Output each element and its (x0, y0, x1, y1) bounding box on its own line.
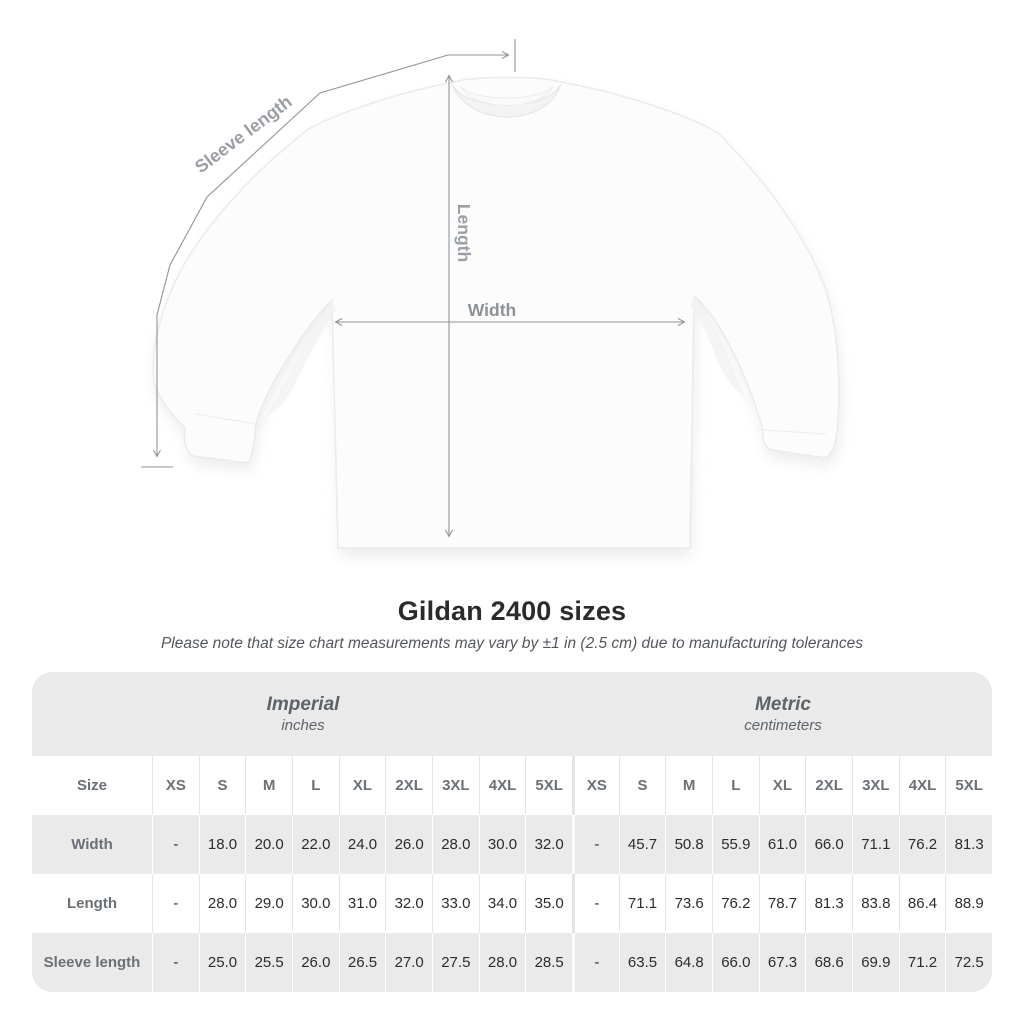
table-row-sleeve-length (32, 933, 992, 992)
measurement-value: 27.5 (432, 933, 479, 992)
size-table-rows (32, 756, 992, 992)
size-header-row (32, 756, 992, 815)
measurement-value: 72.5 (945, 933, 992, 992)
size-col-4xl-metric: 4XL (899, 756, 946, 815)
length-label: Length (454, 203, 474, 263)
measurement-value: 83.8 (852, 874, 899, 933)
row-label: Length (67, 895, 117, 912)
measurement-value: 34.0 (479, 874, 526, 933)
measurement-value: - (572, 933, 619, 992)
table-row-length (32, 874, 992, 933)
measurement-value: 29.0 (245, 874, 292, 933)
imperial-sublabel: inches (281, 716, 325, 734)
measurement-value: 71.2 (899, 933, 946, 992)
measurement-value: 78.7 (759, 874, 806, 933)
measurement-value: 30.0 (292, 874, 339, 933)
measurement-value: - (572, 815, 619, 874)
measurement-value: 27.0 (385, 933, 432, 992)
size-col-s-imperial: S (199, 756, 246, 815)
table-row-width (32, 815, 992, 874)
measurement-value: - (152, 933, 199, 992)
measurement-value: 33.0 (432, 874, 479, 933)
page-subtitle: Please note that size chart measurements may vary by ±1 in (2.5 cm) due to manufacturing tolerances (160, 635, 864, 652)
size-col-3xl-metric: 3XL (852, 756, 899, 815)
measurement-value: 81.3 (945, 815, 992, 874)
size-col-s-metric: S (619, 756, 666, 815)
metric-header (574, 672, 992, 756)
size-table (32, 672, 992, 992)
row-label: Width (71, 836, 113, 853)
size-col-l-metric: L (712, 756, 759, 815)
measurement-value: 26.5 (339, 933, 386, 992)
unit-header-band (32, 672, 992, 756)
size-col-2xl-imperial: 2XL (385, 756, 432, 815)
size-col-m-metric: M (665, 756, 712, 815)
measurement-value: 71.1 (852, 815, 899, 874)
measurement-value: 32.0 (525, 815, 572, 874)
size-col-m-imperial: M (245, 756, 292, 815)
measurement-value: 18.0 (199, 815, 246, 874)
measurement-value: 55.9 (712, 815, 759, 874)
width-label: Width (467, 300, 517, 320)
measurement-value: 86.4 (899, 874, 946, 933)
imperial-label: Imperial (266, 693, 340, 715)
measurement-value: - (572, 874, 619, 933)
size-col-xl-imperial: XL (339, 756, 386, 815)
measurement-value: 28.0 (432, 815, 479, 874)
size-col-xs-metric: XS (572, 756, 619, 815)
measurement-value: 30.0 (479, 815, 526, 874)
measurement-value: 81.3 (805, 874, 852, 933)
measurement-value: 67.3 (759, 933, 806, 992)
metric-sublabel: centimeters (744, 716, 822, 734)
measurement-value: 88.9 (945, 874, 992, 933)
measurement-value: 45.7 (619, 815, 666, 874)
measurement-value: 71.1 (619, 874, 666, 933)
size-col-3xl-imperial: 3XL (432, 756, 479, 815)
measurement-value: 66.0 (712, 933, 759, 992)
row-label: Sleeve length (43, 954, 141, 971)
measurement-value: 76.2 (899, 815, 946, 874)
size-col-4xl-imperial: 4XL (479, 756, 526, 815)
measurement-value: 24.0 (339, 815, 386, 874)
measurement-value: 28.5 (525, 933, 572, 992)
size-header-label: Size (76, 777, 107, 794)
measurement-value: 61.0 (759, 815, 806, 874)
measurement-value: 66.0 (805, 815, 852, 874)
metric-label: Metric (755, 693, 811, 715)
measurement-value: 28.0 (199, 874, 246, 933)
measurement-value: 50.8 (665, 815, 712, 874)
size-col-5xl-imperial: 5XL (525, 756, 572, 815)
measurement-value: 68.6 (805, 933, 852, 992)
measurement-value: 20.0 (245, 815, 292, 874)
size-col-l-imperial: L (292, 756, 339, 815)
size-col-xs-imperial: XS (152, 756, 199, 815)
measurement-value: - (152, 874, 199, 933)
measurement-value: 76.2 (712, 874, 759, 933)
measurement-value: 25.5 (245, 933, 292, 992)
page-title: Gildan 2400 sizes (397, 596, 627, 626)
measurement-value: 69.9 (852, 933, 899, 992)
size-col-2xl-metric: 2XL (805, 756, 852, 815)
measurement-value: 25.0 (199, 933, 246, 992)
measurement-value: - (152, 815, 199, 874)
measurement-value: 26.0 (292, 933, 339, 992)
measurement-value: 26.0 (385, 815, 432, 874)
size-col-xl-metric: XL (759, 756, 806, 815)
measurement-value: 32.0 (385, 874, 432, 933)
measurement-value: 31.0 (339, 874, 386, 933)
measurement-value: 64.8 (665, 933, 712, 992)
measurement-value: 63.5 (619, 933, 666, 992)
measurement-value: 73.6 (665, 874, 712, 933)
sleeve-length-label: Sleeve length (191, 91, 296, 178)
measurement-value: 28.0 (479, 933, 526, 992)
measurement-value: 22.0 (292, 815, 339, 874)
imperial-header (32, 672, 574, 756)
size-col-5xl-metric: 5XL (945, 756, 992, 815)
measurement-value: 35.0 (525, 874, 572, 933)
